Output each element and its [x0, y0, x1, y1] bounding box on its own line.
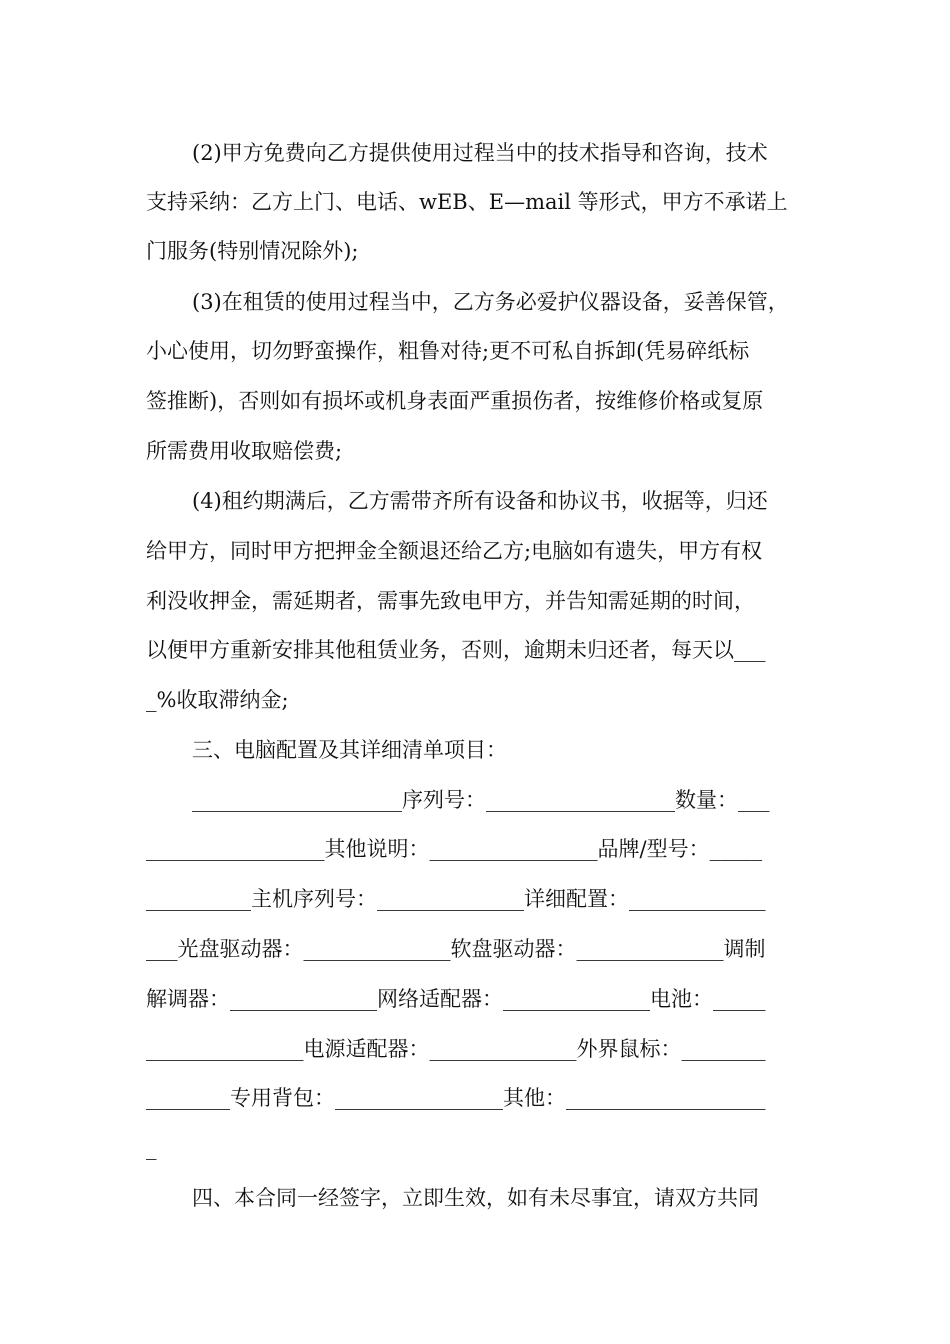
text-line: 门服务(特别情况除外);: [146, 239, 359, 263]
text-line: 支持采纳：乙方上门、电话、wEB、E—mail 等形式，甲方不承诺上: [146, 190, 788, 214]
text-line: 签推断)，否则如有损坏或机身表面严重损伤者，按维修价格或复原: [146, 389, 764, 413]
section-heading: 四、本合同一经签字，立即生效，如有未尽事宜，请双方共同: [192, 1186, 759, 1210]
form-field-line: ________专用背包：________________其他：___________________: [146, 1086, 766, 1110]
text-line: (2)甲方免费向乙方提供使用过程当中的技术指导和咨询，技术: [192, 141, 768, 165]
form-field-line: _________________其他说明：________________品牌/型号：_____: [146, 837, 763, 861]
section-heading: 三、电脑配置及其详细清单项目：: [192, 738, 507, 762]
text-line: (4)租约期满后，乙方需带齐所有设备和协议书，收据等，归还: [192, 489, 768, 513]
form-field-line: ___光盘驱动器：______________软盘驱动器：______________调制: [146, 937, 766, 961]
form-field-line: _______________电源适配器：______________外界鼠标：________: [146, 1037, 766, 1061]
text-line: 以便甲方重新安排其他租赁业务，否则，逾期未归还者，每天以___: [146, 638, 766, 662]
form-field-line: ____________________序列号：__________________数量：___: [192, 788, 770, 812]
text-line: 所需费用收取赔偿费;: [146, 439, 343, 463]
text-line: 给甲方，同时甲方把押金全额退还给乙方;电脑如有遗失，甲方有权: [146, 539, 763, 563]
form-field-line: __________主机序列号：______________详细配置：_____________: [146, 887, 766, 911]
form-field-line: _: [146, 1136, 157, 1160]
text-line: _%收取滞纳金;: [146, 688, 289, 712]
text-line: 利没收押金，需延期者，需事先致电甲方，并告知需延期的时间，: [146, 589, 755, 613]
text-line: 小心使用，切勿野蛮操作，粗鲁对待;更不可私自拆卸(凭易碎纸标: [146, 339, 750, 363]
text-line: (3)在租赁的使用过程当中，乙方务必爱护仪器设备，妥善保管，: [192, 290, 789, 314]
form-field-line: 解调器：______________网络适配器：______________电池：_____: [146, 987, 766, 1011]
